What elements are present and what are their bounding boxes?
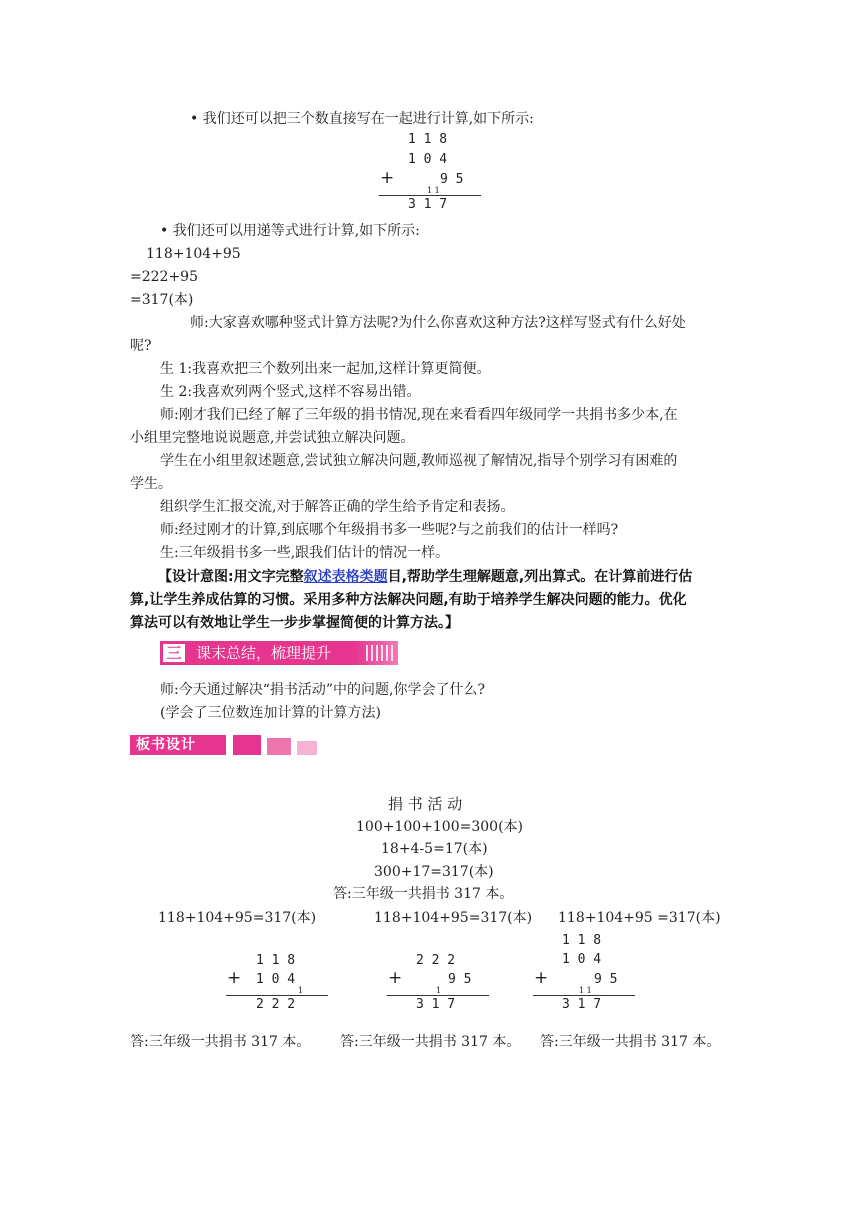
para-teacher-2a: 师:刚才我们已经了解了三年级的捐书情况,现在来看看四年级同学一共捐书多少本,在 [160,407,678,423]
para-student-3: 生:三年级捐书多一些,跟我们估计的情况一样。 [160,545,450,561]
design-intent-link[interactable]: 叙述表格类题 [303,569,388,585]
summary-answer: (学会了三位数连加计算的计算方法) [160,705,381,721]
m3-row2: 1 0 4 [562,952,602,967]
intro-sentence-1: • 我们还可以把三个数直接写在一起进行计算,如下所示: [190,111,534,127]
m1-result: 2 2 2 [256,997,296,1012]
m3-row3: 9 5 [594,972,618,987]
col1-rule [379,195,481,196]
m2-row1: 2 2 2 [416,953,456,968]
para-activity-a: 学生在小组里叙述题意,尝试独立解决问题,教师巡视了解情况,指导个别学习有困难的 [160,453,678,469]
section-3-title: 课末总结，梳理提升 [196,644,332,662]
board-design-label [130,735,226,755]
m1-plus-sign: + [227,968,242,988]
m2-answer: 答:三年级一共捐书 317 本。 [340,1034,521,1050]
board-title: 捐 书 活 动 [388,795,463,813]
banner-stripes [366,645,394,661]
section-3-banner [160,641,398,665]
para-student-1: 生 1:我喜欢把三个数列出来一起加,这样计算更简便。 [160,361,491,377]
col1-plus-sign: + [380,168,395,188]
eq-line-3: =317(本) [130,292,194,308]
para-teacher-1b: 呢? [130,338,152,354]
design-intent-text-b: 目,帮助学生理解题意,列出算式。在计算前进行估 [387,569,693,585]
col1-row3: 9 5 [440,172,464,187]
m2-row2: 9 5 [448,972,472,987]
col1-carry: 1 1 [427,186,440,195]
para-activity-b: 学生。 [130,476,172,492]
m2-plus-sign: + [388,968,403,988]
para-organize: 组织学生汇报交流,对于解答正确的学生给予肯定和表扬。 [160,499,515,515]
m2-result: 3 1 7 [416,997,456,1012]
para-teacher-2b: 小组里完整地说说题意,并尝试独立解决问题。 [130,430,415,446]
eq-line-1: 118+104+95 [146,246,241,262]
m2-rule [387,995,489,996]
m1-row2: 1 0 4 [256,972,296,987]
m1-carry: 1 [298,986,304,995]
col1-row1: 1 1 8 [408,132,448,147]
para-teacher-3: 师:经过刚才的计算,到底哪个年级捐书多一些呢?与之前我们的估计一样吗? [160,522,619,538]
board-answer: 答:三年级一共捐书 317 本。 [333,886,514,902]
m3-plus-sign: + [534,968,549,988]
col1-result: 3 1 7 [408,197,448,212]
board-eq-3: 300+17=317(本) [374,864,494,880]
m2-header: 118+104+95=317(本) [374,910,533,926]
board-square-1 [233,735,261,755]
m3-rule [533,995,635,996]
intro-sentence-2: • 我们还可以用递等式进行计算,如下所示: [160,223,420,239]
m1-row1: 1 1 8 [256,953,296,968]
section-3-number: 三 [163,644,185,662]
design-intent-line-1 [158,566,692,586]
m3-row1: 1 1 8 [562,933,602,948]
board-design-label-text: 板书设计 [136,737,196,753]
m1-answer: 答:三年级一共捐书 317 本。 [130,1034,311,1050]
design-intent-text-a: 【设计意图:用文字完整 [158,569,304,585]
para-teacher-1a: 师:大家喜欢哪种竖式计算方法呢?为什么你喜欢这种方法?这样写竖式有什么好处 [190,315,686,331]
m3-result: 3 1 7 [562,997,602,1012]
m2-carry: 1 [436,986,442,995]
m3-answer: 答:三年级一共捐书 317 本。 [540,1034,721,1050]
m1-header: 118+104+95=317(本) [158,910,317,926]
eq-line-2: =222+95 [130,269,198,285]
design-intent-line-2: 算,让学生养成估算的习惯。采用多种方法解决问题,有助于培养学生解决问题的能力。优化 [130,592,687,608]
design-intent-line-3: 算法可以有效地让学生一步步掌握简便的计算方法。】 [130,615,459,631]
m3-header: 118+104+95 =317(本) [558,910,721,926]
board-eq-1: 100+100+100=300(本) [356,819,524,835]
para-student-2: 生 2:我喜欢列两个竖式,这样不容易出错。 [160,384,421,400]
col1-row2: 1 0 4 [408,152,448,167]
summary-question: 师:今天通过解决“捐书活动”中的问题,你学会了什么? [160,682,485,698]
m1-rule [226,995,328,996]
m3-carry: 1 1 [579,986,592,995]
board-eq-2: 18+4-5=17(本) [381,841,488,857]
board-square-2 [267,738,291,755]
board-square-3 [297,741,317,755]
